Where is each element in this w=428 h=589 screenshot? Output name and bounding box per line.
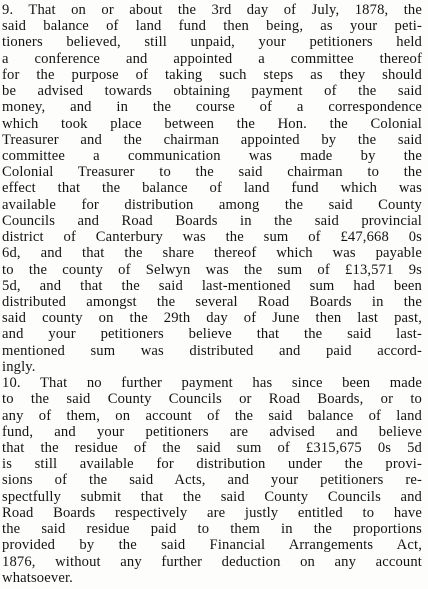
text-line: Colonial Treasurer to the said chairman to the	[2, 164, 422, 181]
text-line: to the said County Councils or Road Boards, or to	[2, 391, 422, 408]
text-line: Councils and Road Boards in the said provincial	[2, 212, 422, 229]
text-line: which took place between the Hon. the Colonial	[2, 115, 422, 132]
text-line: tioners believed, still unpaid, your petitioners held	[2, 34, 422, 51]
text-line: effect that the balance of land fund which was	[2, 180, 422, 197]
text-line: is still available for distribution under the provi-	[2, 456, 422, 473]
text-line: 1876, without any further deduction on any account	[2, 553, 422, 570]
text-line: any of them, on account of the said balance of land	[2, 407, 422, 424]
text-line: Treasurer and the chairman appointed by the said	[2, 131, 422, 148]
text-line: spectfully submit that the said County Councils and	[2, 488, 422, 505]
text-line: for the purpose of taking such steps as they should	[2, 66, 422, 83]
text-line: sions of the said Acts, and your petitioners re-	[2, 472, 422, 489]
text-line: ingly.	[2, 358, 36, 375]
text-line: and your petitioners believe that the said last-	[2, 326, 422, 343]
text-line: available for distribution among the said County	[2, 196, 422, 213]
text-line: whatsoever.	[2, 569, 73, 586]
text-line: district of Canterbury was the sum of £47,668 0s	[2, 229, 422, 246]
text-line: 6d, and that the share thereof which was payable	[2, 245, 422, 262]
text-line: a conference and appointed a committee thereof	[2, 50, 422, 67]
text-line: distributed amongst the several Road Boards in the	[2, 294, 422, 310]
text-line: that the residue of the said sum of £315,675 0s 5d	[2, 440, 422, 456]
text-line: committee a communication was made by the	[2, 148, 422, 164]
text-line: money, and in the course of a correspondence	[2, 99, 422, 116]
text-line: mentioned sum was distributed and paid accord-	[2, 342, 422, 359]
text-line: be advised towards obtaining payment of the said	[2, 83, 422, 100]
text-line: 5d, and that the said last-mentioned sum had been	[2, 277, 422, 294]
text-line: said county on the 29th day of June then last past,	[2, 310, 422, 327]
text-line: Road Boards respectively are justly entitled to have	[2, 504, 422, 521]
text-line: 10. That no further payment has since been made	[2, 375, 422, 392]
text-line: provided by the said Financial Arrangements Act,	[2, 537, 422, 554]
text-line: to the county of Selwyn was the sum of £13,571 9s	[2, 261, 422, 278]
text-line: said balance of land fund then being, as your peti-	[2, 18, 422, 35]
text-line: 9. That on or about the 3rd day of July, 1878, the	[2, 2, 422, 18]
text-line: the said residue paid to them in the proportions	[2, 521, 422, 538]
text-line: fund, and your petitioners are advised and believe	[2, 423, 422, 440]
